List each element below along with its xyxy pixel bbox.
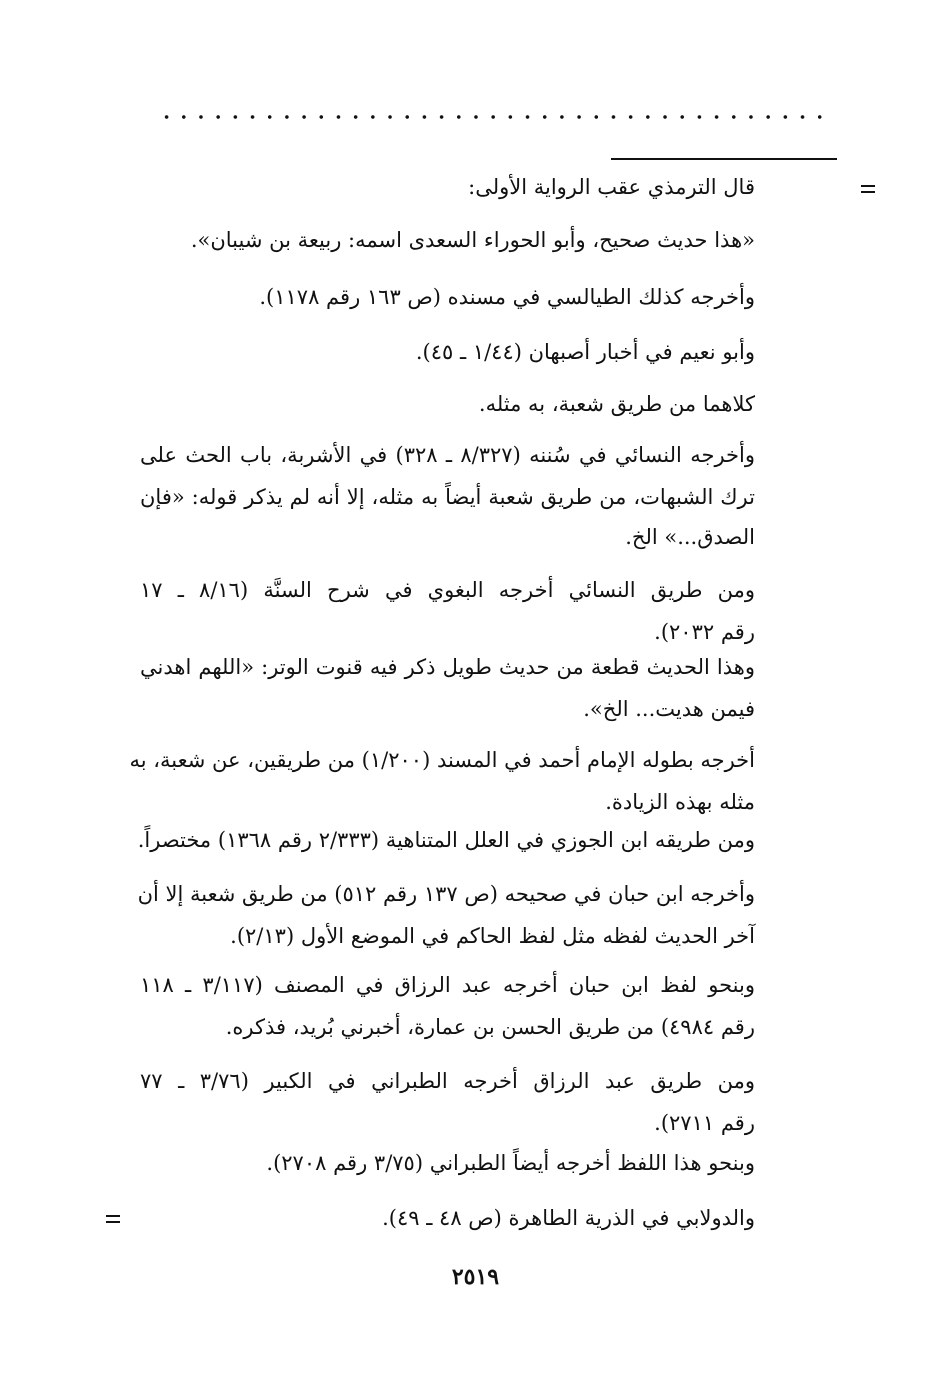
footnote-rule bbox=[611, 158, 837, 160]
text-line: والدولابي في الذرية الطاهرة (ص ٤٨ ـ ٤٩). bbox=[382, 1206, 755, 1230]
text-line: فيمن هديت... الخ». bbox=[583, 697, 755, 721]
text-line: ترك الشبهات، من طريق شعبة أيضاً به مثله، إلا أنه لم يذكر قوله: «فإن bbox=[140, 485, 755, 509]
text-line: أخرجه بطوله الإمام أحمد في المسند (١/٢٠٠) من طريقين، عن شعبة، به bbox=[129, 748, 755, 772]
text-line: وبنحو هذا اللفظ أخرجه أيضاً الطبراني (٣/٧٥ رقم ٢٧٠٨). bbox=[266, 1151, 755, 1175]
text-line: وأخرجه النسائي في سُننه (٨/٣٢٧ ـ ٣٢٨) في الأشربة، باب الحث على bbox=[140, 443, 755, 467]
dotted-separator bbox=[158, 112, 830, 122]
text-line: رقم ٢٠٣٢). bbox=[654, 620, 755, 644]
text-line: رقم ٤٩٨٤) من طريق الحسن بن عمارة، أخبرني بُريد، فذكره. bbox=[225, 1015, 755, 1039]
page-number: ٢٥١٩ bbox=[451, 1264, 500, 1290]
text-line: قال الترمذي عقب الرواية الأولى: bbox=[468, 175, 755, 199]
text-line: الصدق...» الخ. bbox=[625, 525, 755, 549]
text-line: «هذا حديث صحيح، وأبو الحوراء السعدى اسمه: ربيعة بن شيبان». bbox=[190, 228, 755, 252]
text-line: رقم ٢٧١١). bbox=[654, 1111, 755, 1135]
text-line: ومن طريقه ابن الجوزي في العلل المتناهية (٢/٣٣٣ رقم ١٣٦٨) مختصراً. bbox=[137, 828, 755, 852]
text-line: ومن طريق عبد الرزاق أخرجه الطبراني في الكبير (٣/٧٦ ـ ٧٧ bbox=[140, 1069, 755, 1093]
text-line: مثله بهذه الزيادة. bbox=[605, 790, 755, 814]
margin-mark-top bbox=[861, 185, 875, 193]
margin-mark-bottom bbox=[106, 1215, 120, 1223]
text-line: ومن طريق النسائي أخرجه البغوي في شرح السنَّة (٨/١٦ ـ ١٧ bbox=[140, 578, 755, 602]
text-line: كلاهما من طريق شعبة، به مثله. bbox=[478, 392, 755, 416]
text-line: آخر الحديث لفظه مثل لفظ الحاكم في الموضع الأول (٢/١٣). bbox=[230, 924, 755, 948]
text-line: وهذا الحديث قطعة من حديث طويل ذكر فيه قنوت الوتر: «اللهم اهدني bbox=[140, 655, 755, 679]
text-line: وأخرجه ابن حبان في صحيحه (ص ١٣٧ رقم ٥١٢) من طريق شعبة إلا أن bbox=[137, 882, 755, 906]
text-line: وبنحو لفظ ابن حبان أخرجه عبد الرزاق في المصنف (٣/١١٧ ـ ١١٨ bbox=[140, 973, 755, 997]
text-line: وأخرجه كذلك الطيالسي في مسنده (ص ١٦٣ رقم ١١٧٨). bbox=[259, 285, 755, 309]
text-line: وأبو نعيم في أخبار أصبهان (١/٤٤ ـ ٤٥). bbox=[415, 340, 755, 364]
